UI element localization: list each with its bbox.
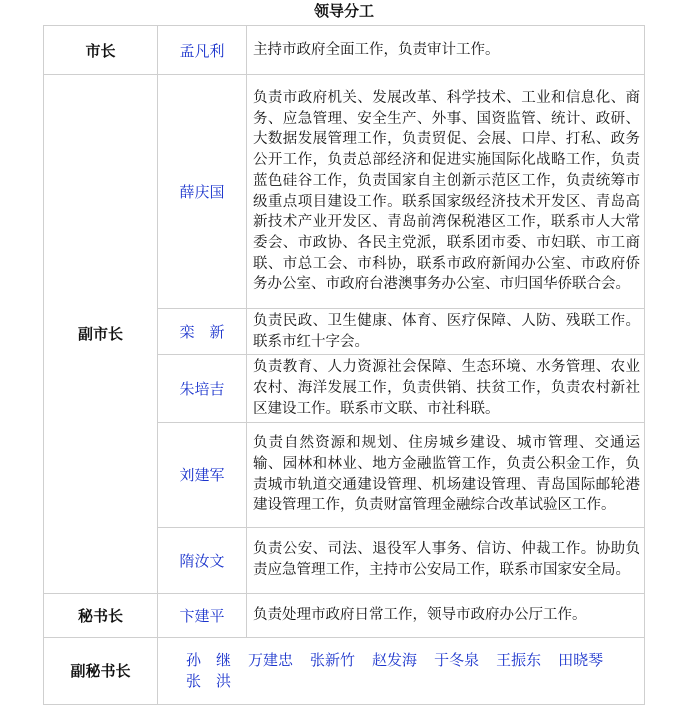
leader-name-link[interactable]: 卞建平 — [158, 593, 247, 637]
table-row — [44, 75, 645, 309]
duty-text: 负责民政、卫生健康、体育、医疗保障、人防、残联工作。联系市红十字会。 — [247, 309, 645, 355]
duty-text: 负责处理市政府日常工作，领导市政府办公厅工作。 — [247, 593, 645, 637]
leader-name-link[interactable]: 朱培吉 — [158, 355, 247, 422]
table-row — [44, 593, 645, 637]
table-row — [44, 637, 645, 704]
leader-name-link[interactable]: 王振东 — [496, 650, 542, 669]
deputy-secretaries-list — [158, 637, 645, 704]
leadership-table — [43, 25, 645, 705]
duty-text: 负责公安、司法、退役军人事务、信访、仲裁工作。协助负责应急管理工作，主持市公安局工作，联系市国家安全局。 — [247, 527, 645, 593]
page-title: 领导分工 — [313, 2, 374, 20]
leader-name-link[interactable]: 孙 继 — [186, 650, 232, 669]
leader-name-link[interactable]: 张新竹 — [310, 650, 356, 669]
leader-name-link[interactable]: 隋汝文 — [158, 527, 247, 593]
role-label: 市长 — [44, 26, 158, 75]
leader-name-link[interactable]: 万建忠 — [248, 650, 294, 669]
leader-name-link[interactable]: 孟凡利 — [158, 26, 247, 75]
leader-name-link[interactable]: 于冬泉 — [434, 650, 480, 669]
leader-name-link[interactable]: 田晓琴 — [558, 650, 604, 669]
table-row — [44, 26, 645, 75]
duty-text: 负责教育、人力资源社会保障、生态环境、水务管理、农业农村、海洋发展工作，负责供销、扶贫工作，负责农村新社区建设工作。联系市文联、市社科联。 — [247, 355, 645, 422]
duty-text: 负责自然资源和规划、住房城乡建设、城市管理、交通运输、园林和林业、地方金融监管工作，负责公积金工作，负责城市轨道交通建设管理、机场建设管理、青岛国际邮轮港建设管理工作，负责财富管理金融综合改革试验区工作。 — [247, 422, 645, 527]
role-label: 副秘书长 — [44, 637, 158, 704]
duty-text: 负责市政府机关、发展改革、科学技术、工业和信息化、商务、应急管理、安全生产、外事、国资监管、统计、政研、大数据发展管理工作，负责贸促、会展、口岸、打私、政务公开工作，负责总部经济和促进实施国际化战略工作，负责蓝色硅谷工作，负责国家自主创新示范区工作，负责统筹市级重点项目建设工作。联系国家级经济技术开发区、青岛高新技术产业开发区、青岛前湾保税港区工作，联系市人大常委会、市政协、各民主党派，联系团市委、市妇联、市工商联、市总工会、市科协，联系市政府新闻办公室、市政府侨务办公室、市政府台港澳事务办公室、市归国华侨联合会。 — [247, 75, 645, 309]
leader-name-link[interactable]: 薛庆国 — [158, 75, 247, 309]
leader-name-link[interactable]: 刘建军 — [158, 422, 247, 527]
leader-name-link[interactable]: 赵发海 — [372, 650, 418, 669]
leader-name-link[interactable]: 张 洪 — [186, 671, 232, 690]
duty-text: 主持市政府全面工作，负责审计工作。 — [247, 26, 645, 75]
role-label: 秘书长 — [44, 593, 158, 637]
leader-name-link[interactable]: 栾 新 — [158, 309, 247, 355]
role-label: 副市长 — [44, 75, 158, 594]
